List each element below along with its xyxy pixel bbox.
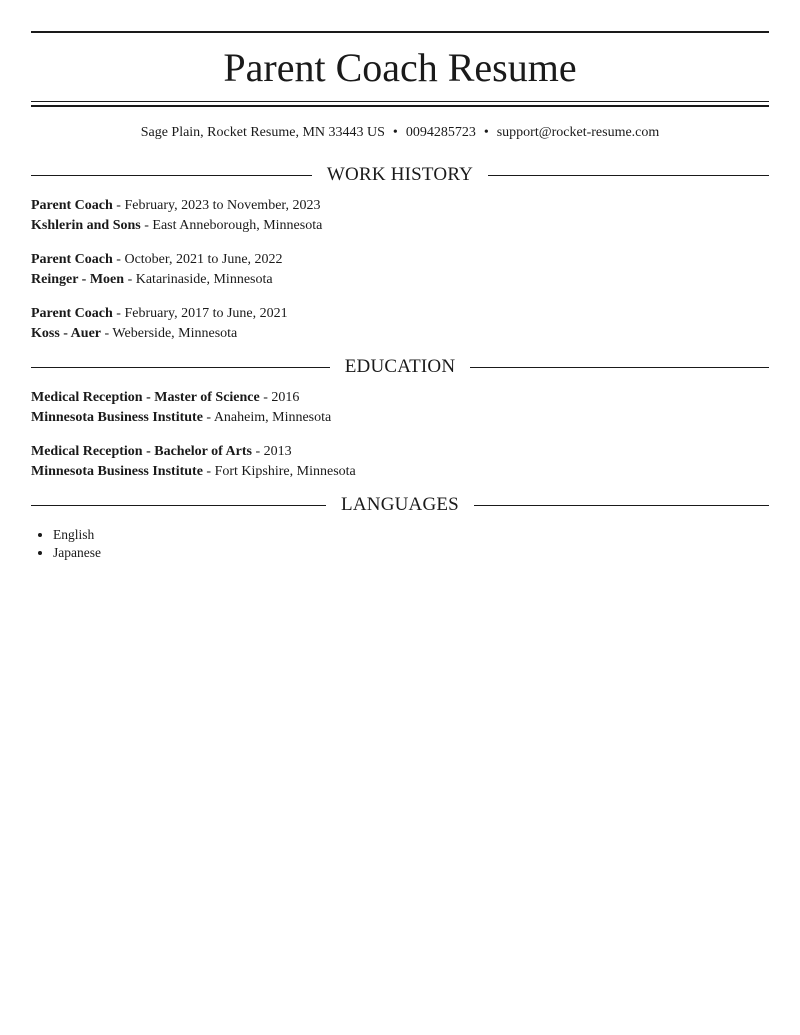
section-title: LANGUAGES <box>341 494 459 515</box>
graduation-year: 2016 <box>271 390 300 405</box>
job-dates: February, 2017 to June, 2021 <box>124 306 288 321</box>
section-title: WORK HISTORY <box>326 164 474 185</box>
graduation-year: 2013 <box>263 444 292 459</box>
job-title: Parent Coach <box>31 198 113 213</box>
section-heading-languages <box>31 493 769 517</box>
work-entry <box>31 304 769 343</box>
contact-address: Sage Plain, Rocket Resume, MN 33443 US <box>140 125 385 140</box>
school-name: Minnesota Business Institute <box>31 463 203 479</box>
school-location: Anaheim, Minnesota <box>213 409 332 425</box>
job-dates: February, 2023 to November, 2023 <box>124 198 321 213</box>
heading-rule <box>31 505 326 506</box>
job-title: Parent Coach <box>31 306 113 321</box>
work-entry-line2: Reinger - Moen - Katarinaside, Minnesota <box>31 271 273 287</box>
job-title: Parent Coach <box>31 252 113 267</box>
heading-rule <box>470 367 769 368</box>
company-location: Katarinaside, Minnesota <box>135 271 273 287</box>
section-heading-work <box>31 163 769 187</box>
education-entry-line1: Medical Reception - Bachelor of Arts - 2013 <box>31 444 292 459</box>
language-item: • English <box>53 526 101 544</box>
job-dates: October, 2021 to June, 2022 <box>124 252 283 267</box>
company-name: Kshlerin and Sons <box>31 217 141 233</box>
education-entry <box>31 388 769 427</box>
school-location: Fort Kipshire, Minnesota <box>214 463 356 479</box>
heading-rule <box>31 367 330 368</box>
work-entry <box>31 196 769 235</box>
section-title: EDUCATION <box>344 356 456 377</box>
contact-line <box>31 123 769 143</box>
heading-rule <box>31 175 312 176</box>
company-location: Weberside, Minnesota <box>112 325 238 341</box>
company-name: Reinger - Moen <box>31 271 125 287</box>
heading-rule <box>488 175 769 176</box>
contact-separator: • <box>392 125 398 140</box>
education-entry-line2: Minnesota Business Institute - Fort Kipshire, Minnesota <box>31 463 356 479</box>
contact-separator: • <box>483 125 489 140</box>
languages-list <box>31 526 101 562</box>
work-entry-line1: Parent Coach - February, 2017 to June, 2021 <box>31 306 288 321</box>
title-double-rule <box>31 101 769 107</box>
work-entry-line1: Parent Coach - February, 2023 to November, 2023 <box>31 198 321 213</box>
contact-phone: 0094285723 <box>405 125 476 140</box>
school-name: Minnesota Business Institute <box>31 409 203 425</box>
language-item: • Japanese <box>53 544 101 562</box>
work-entry <box>31 250 769 289</box>
page-title: Parent Coach Resume <box>223 45 577 90</box>
education-entry-line1: Medical Reception - Master of Science - 2016 <box>31 390 300 405</box>
degree: Medical Reception - Bachelor of Arts <box>31 444 252 459</box>
degree: Medical Reception - Master of Science <box>31 390 260 405</box>
top-rule <box>31 31 769 33</box>
work-entry-line2: Kshlerin and Sons - East Anneborough, Minnesota <box>31 217 323 233</box>
section-heading-education <box>31 355 769 379</box>
work-entry-line1: Parent Coach - October, 2021 to June, 2022 <box>31 252 283 267</box>
work-entry-line2: Koss - Auer - Weberside, Minnesota <box>31 325 238 341</box>
company-location: East Anneborough, Minnesota <box>152 217 323 233</box>
education-entry <box>31 442 769 481</box>
education-entry-line2: Minnesota Business Institute - Anaheim, Minnesota <box>31 409 332 425</box>
contact-email: support@rocket-resume.com <box>496 125 660 140</box>
company-name: Koss - Auer <box>31 325 101 341</box>
heading-rule <box>474 505 769 506</box>
